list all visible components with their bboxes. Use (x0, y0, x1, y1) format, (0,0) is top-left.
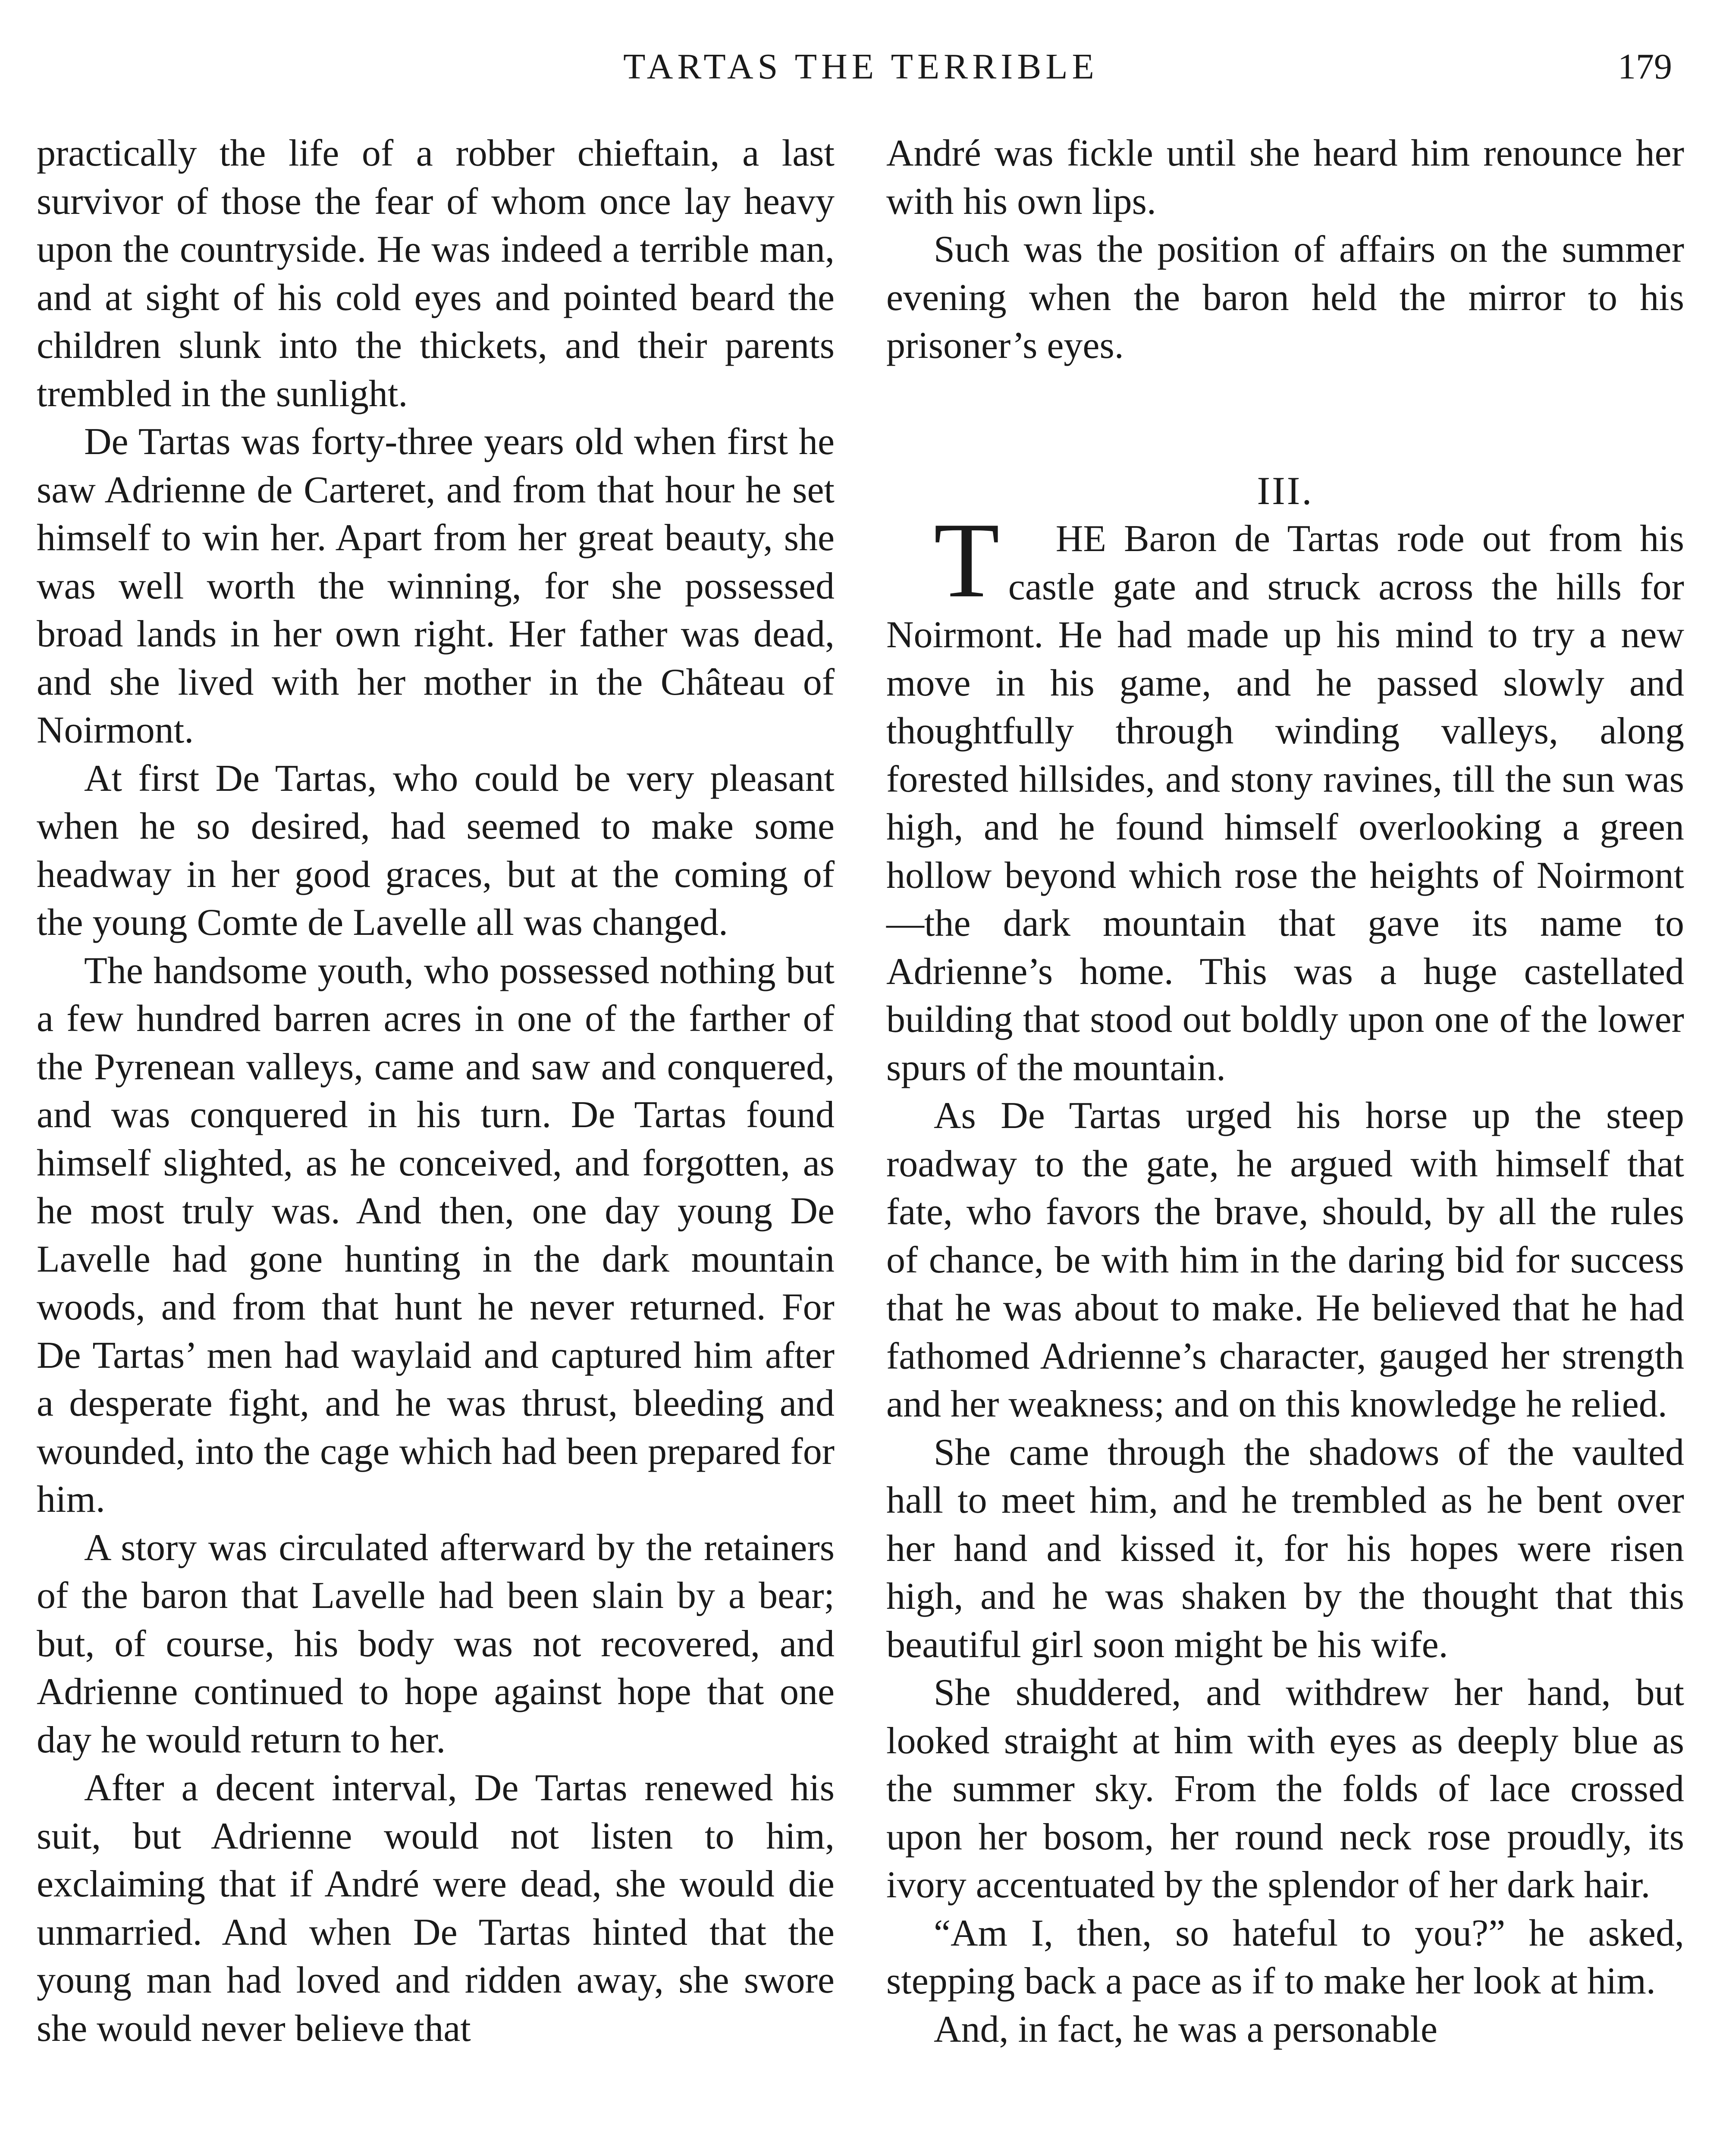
paragraph: And, in fact, he was a personable (934, 2008, 1438, 2050)
paragraph: The handsome youth, who possessed nothing but a few hundred barren acres in one of the farther of the Pyrenean valleys, came and saw and conquered, and was conquered in his turn. De Tartas found himself slighted, as he conceived, and forgotten, as he most truly was. And then, one day young De Lavelle had gone hunting in the dark mountain woods, and from that hunt he never returned. For De Tartas’ men had waylaid and captured him after a desperate fight, and he was thrust, bleeding and wounded, into the cage which had been prepared for him. (37, 950, 835, 1520)
right-column (886, 129, 1684, 2156)
paragraph: “Am I, then, so hateful to you?” he asked, stepping back a pace as if to make her look at him. (886, 1912, 1684, 2002)
paragraph: At first De Tartas, who could be very pleasant when he so desired, had seemed to make some headway in her good graces, but at the coming of the young Comte de Lavelle all was changed. (37, 757, 835, 943)
drop-cap-paragraph-text: HE Baron de Tartas rode out from his castle gate and struck across the hills for Noirmont. He had made up his mind to try a new move in his game, and he passed slowly and thoughtfully through winding valleys, along forested hillsides, and stony ravines, till the sun was high, and he found himself overlooking a green hollow beyond which rose the heights of Noirmont—the dark mountain that gave its name to Adrienne’s home. This was a huge castellated building that stood out boldly upon one of the lower spurs of the mountain. (886, 518, 1684, 1089)
left-column (37, 129, 835, 2156)
paragraph: De Tartas was forty-three years old when first he saw Adrienne de Carteret, and from that hour he set himself to win her. Apart from her great beauty, she was well worth the winning, for she possessed broad lands in her own right. Her father was dead, and she lived with her mother in the Château of Noirmont. (37, 421, 835, 751)
section-heading: III. (1257, 468, 1314, 513)
paragraph: After a decent interval, De Tartas renewed his suit, but Adrienne would not listen to him, exclaiming that if André were dead, she would die unmarried. And when De Tartas hinted that the young man had loved and ridden away, she swore she would never believe that (37, 1767, 835, 2049)
paragraph: She came through the shadows of the vaulted hall to meet him, and he trembled as he bent over her hand and kissed it, for his hopes were risen high, and he was shaken by the thought that this beautiful girl soon might be his wife. (886, 1431, 1684, 1666)
running-title: TARTAS THE TERRIBLE (623, 47, 1098, 87)
paragraph: She shuddered, and withdrew her hand, but looked straight at him with eyes as deeply blue as the summer sky. From the folds of lace crossed upon her bosom, her round neck rose proudly, its ivory accentuated by the splendor of her dark hair. (886, 1672, 1684, 1906)
paragraph: André was fickle until she heard him renounce her with his own lips. (886, 132, 1684, 222)
running-head (37, 41, 1685, 93)
page-number: 179 (1618, 47, 1672, 87)
paragraph: practically the life of a robber chieftain, a last survivor of those the fear of whom once lay heavy upon the countryside. He was indeed a terrible man, and at sight of his cold eyes and pointed beard the children slunk into the thickets, and their parents trembled in the sunlight. (37, 132, 835, 415)
drop-cap-paragraph (886, 501, 1684, 1092)
paragraph: As De Tartas urged his horse up the steep roadway to the gate, he argued with himself that fate, who favors the brave, should, by all the rules of chance, be with him in the daring bid for success that he was about to make. He believed that he had fathomed Adrienne’s character, gauged her strength and her weakness; and on this knowledge he relied. (886, 1095, 1684, 1425)
paragraph: A story was circulated afterward by the retainers of the baron that Lavelle had been slain by a bear; but, of course, his body was not recovered, and Adrienne continued to hope against hope that one day he would return to her. (37, 1526, 835, 1761)
paragraph: Such was the position of affairs on the summer evening when the baron held the mirror to his prisoner’s eyes. (886, 229, 1684, 367)
drop-cap: T (934, 501, 1000, 620)
